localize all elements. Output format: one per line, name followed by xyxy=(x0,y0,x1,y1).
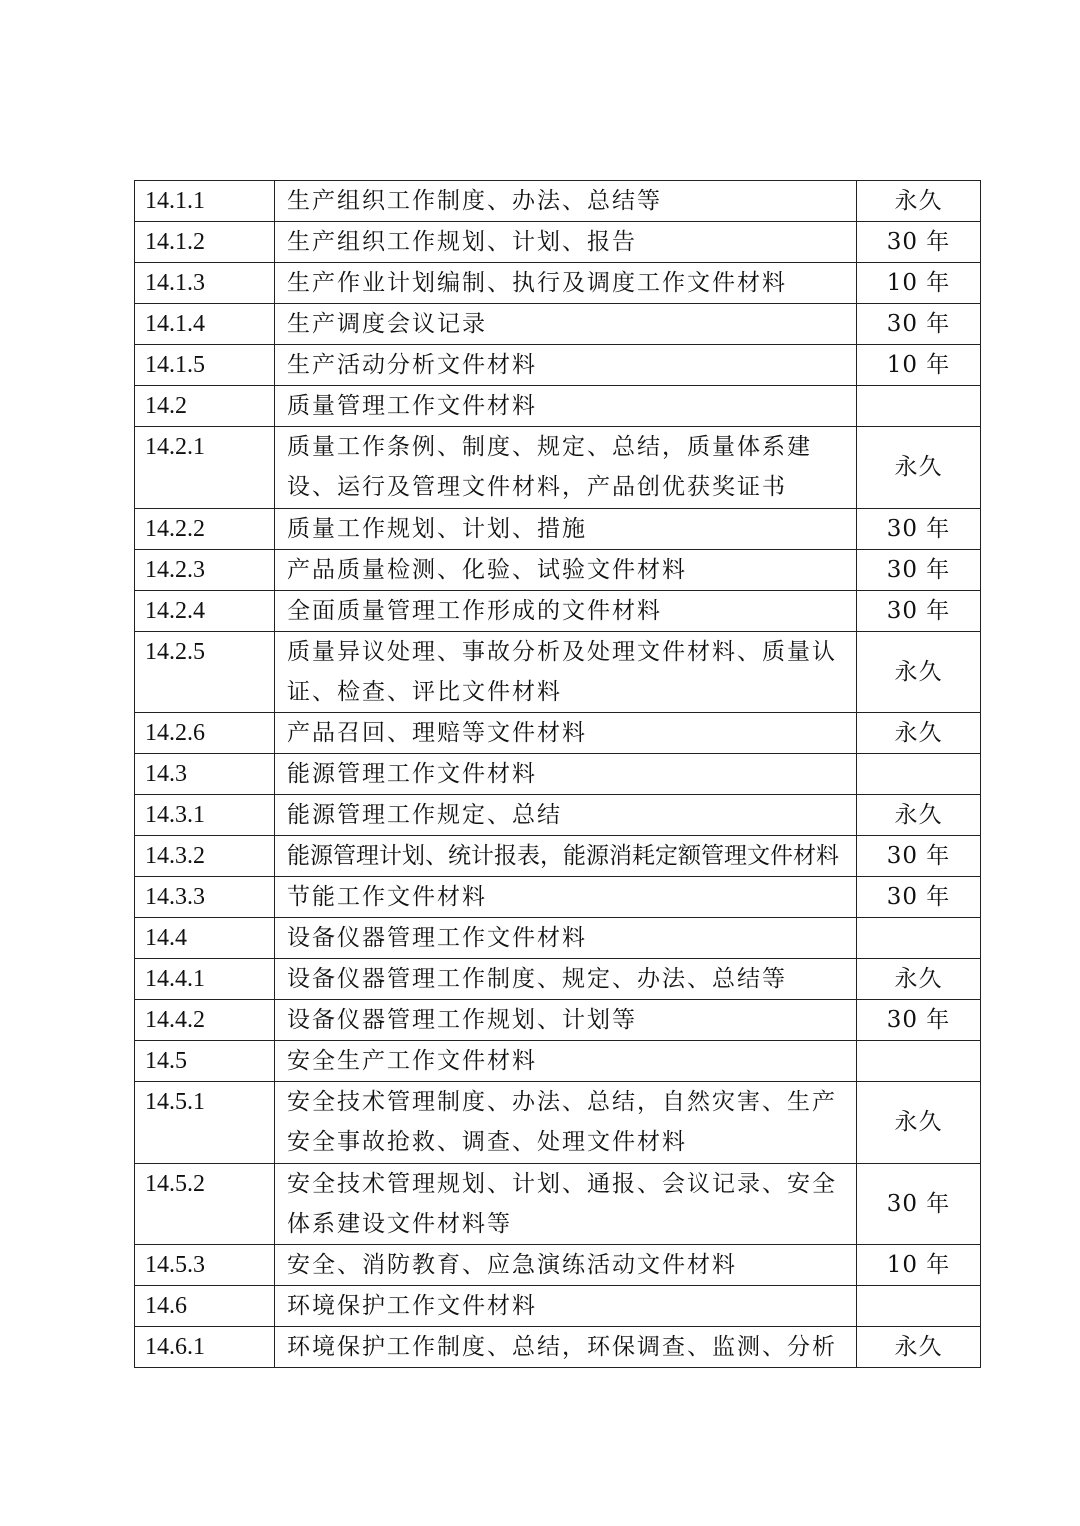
item-code-cell: 14.6 xyxy=(135,1286,275,1327)
item-code-cell: 14.3 xyxy=(135,754,275,795)
item-description-cell: 生产组织工作规划、计划、报告 xyxy=(275,222,857,263)
retention-term-cell xyxy=(857,918,981,959)
item-code-cell: 14.3.3 xyxy=(135,877,275,918)
table-row xyxy=(135,508,981,549)
item-code-cell: 14.1.5 xyxy=(135,345,275,386)
table-row xyxy=(135,181,981,222)
item-code-cell: 14.5.1 xyxy=(135,1082,275,1164)
retention-term-cell: 30 年 xyxy=(857,590,981,631)
retention-term-cell: 永久 xyxy=(857,795,981,836)
table-row xyxy=(135,631,981,713)
item-code-cell: 14.4.2 xyxy=(135,1000,275,1041)
table-row xyxy=(135,918,981,959)
retention-term-cell: 10 年 xyxy=(857,263,981,304)
item-code-cell: 14.3.2 xyxy=(135,836,275,877)
retention-term-cell xyxy=(857,754,981,795)
retention-term-cell xyxy=(857,386,981,427)
item-code-cell: 14.2 xyxy=(135,386,275,427)
retention-term-cell: 30 年 xyxy=(857,222,981,263)
item-code-cell: 14.1.2 xyxy=(135,222,275,263)
item-description-cell: 能源管理工作规定、总结 xyxy=(275,795,857,836)
retention-term-cell: 10 年 xyxy=(857,1245,981,1286)
item-description-cell: 质量管理工作文件材料 xyxy=(275,386,857,427)
retention-period-table xyxy=(134,180,981,1368)
retention-term-cell: 永久 xyxy=(857,1082,981,1164)
item-description-cell: 生产调度会议记录 xyxy=(275,304,857,345)
item-description-cell: 能源管理计划、统计报表，能源消耗定额管理文件材料 xyxy=(275,836,857,877)
table-row xyxy=(135,836,981,877)
item-description-cell: 生产作业计划编制、执行及调度工作文件材料 xyxy=(275,263,857,304)
retention-term-cell: 30 年 xyxy=(857,1000,981,1041)
table-row xyxy=(135,1000,981,1041)
table-row xyxy=(135,549,981,590)
item-description-cell: 安全生产工作文件材料 xyxy=(275,1041,857,1082)
table-row xyxy=(135,427,981,509)
retention-term-cell: 永久 xyxy=(857,427,981,509)
table-row xyxy=(135,304,981,345)
item-description-cell: 全面质量管理工作形成的文件材料 xyxy=(275,590,857,631)
table-row xyxy=(135,1041,981,1082)
item-code-cell: 14.4 xyxy=(135,918,275,959)
item-description-cell: 质量工作规划、计划、措施 xyxy=(275,508,857,549)
retention-term-cell: 永久 xyxy=(857,713,981,754)
table-row xyxy=(135,590,981,631)
item-code-cell: 14.1.4 xyxy=(135,304,275,345)
item-code-cell: 14.3.1 xyxy=(135,795,275,836)
table-row xyxy=(135,386,981,427)
retention-term-cell: 30 年 xyxy=(857,877,981,918)
item-description-cell: 设备仪器管理工作制度、规定、办法、总结等 xyxy=(275,959,857,1000)
table-body xyxy=(135,181,981,1368)
item-code-cell: 14.2.4 xyxy=(135,590,275,631)
item-code-cell: 14.2.2 xyxy=(135,508,275,549)
item-description-cell: 生产组织工作制度、办法、总结等 xyxy=(275,181,857,222)
item-description-cell: 设备仪器管理工作规划、计划等 xyxy=(275,1000,857,1041)
table-row xyxy=(135,1163,981,1245)
item-description-cell: 设备仪器管理工作文件材料 xyxy=(275,918,857,959)
item-code-cell: 14.4.1 xyxy=(135,959,275,1000)
item-code-cell: 14.5.2 xyxy=(135,1163,275,1245)
table-row xyxy=(135,1082,981,1164)
item-description-cell: 能源管理工作文件材料 xyxy=(275,754,857,795)
item-description-cell: 产品召回、理赔等文件材料 xyxy=(275,713,857,754)
item-description-cell: 环境保护工作制度、总结，环保调查、监测、分析 xyxy=(275,1327,857,1368)
item-code-cell: 14.1.1 xyxy=(135,181,275,222)
retention-term-cell: 永久 xyxy=(857,959,981,1000)
item-description-cell: 产品质量检测、化验、试验文件材料 xyxy=(275,549,857,590)
retention-term-cell: 30 年 xyxy=(857,836,981,877)
retention-term-cell: 永久 xyxy=(857,181,981,222)
table-row xyxy=(135,713,981,754)
table-row xyxy=(135,959,981,1000)
retention-term-cell: 30 年 xyxy=(857,508,981,549)
item-description-cell: 安全技术管理制度、办法、总结，自然灾害、生产安全事故抢救、调查、处理文件材料 xyxy=(275,1082,857,1164)
table-row xyxy=(135,345,981,386)
item-description-cell: 生产活动分析文件材料 xyxy=(275,345,857,386)
retention-term-cell: 永久 xyxy=(857,1327,981,1368)
table-row xyxy=(135,795,981,836)
table-row xyxy=(135,877,981,918)
item-code-cell: 14.1.3 xyxy=(135,263,275,304)
item-code-cell: 14.2.5 xyxy=(135,631,275,713)
table-row xyxy=(135,1286,981,1327)
retention-term-cell: 30 年 xyxy=(857,549,981,590)
item-description-cell: 安全、消防教育、应急演练活动文件材料 xyxy=(275,1245,857,1286)
item-code-cell: 14.2.3 xyxy=(135,549,275,590)
item-code-cell: 14.5.3 xyxy=(135,1245,275,1286)
table-row xyxy=(135,754,981,795)
item-code-cell: 14.6.1 xyxy=(135,1327,275,1368)
retention-term-cell xyxy=(857,1286,981,1327)
retention-term-cell: 30 年 xyxy=(857,1163,981,1245)
item-code-cell: 14.2.1 xyxy=(135,427,275,509)
item-description-cell: 安全技术管理规划、计划、通报、会议记录、安全体系建设文件材料等 xyxy=(275,1163,857,1245)
item-description-cell: 质量工作条例、制度、规定、总结，质量体系建设、运行及管理文件材料，产品创优获奖证书 xyxy=(275,427,857,509)
retention-term-cell: 永久 xyxy=(857,631,981,713)
item-description-cell: 环境保护工作文件材料 xyxy=(275,1286,857,1327)
table-row xyxy=(135,263,981,304)
item-code-cell: 14.2.6 xyxy=(135,713,275,754)
item-code-cell: 14.5 xyxy=(135,1041,275,1082)
table-row xyxy=(135,1327,981,1368)
table-row xyxy=(135,222,981,263)
retention-term-cell xyxy=(857,1041,981,1082)
table-row xyxy=(135,1245,981,1286)
retention-term-cell: 10 年 xyxy=(857,345,981,386)
item-description-cell: 质量异议处理、事故分析及处理文件材料、质量认证、检查、评比文件材料 xyxy=(275,631,857,713)
item-description-cell: 节能工作文件材料 xyxy=(275,877,857,918)
retention-term-cell: 30 年 xyxy=(857,304,981,345)
